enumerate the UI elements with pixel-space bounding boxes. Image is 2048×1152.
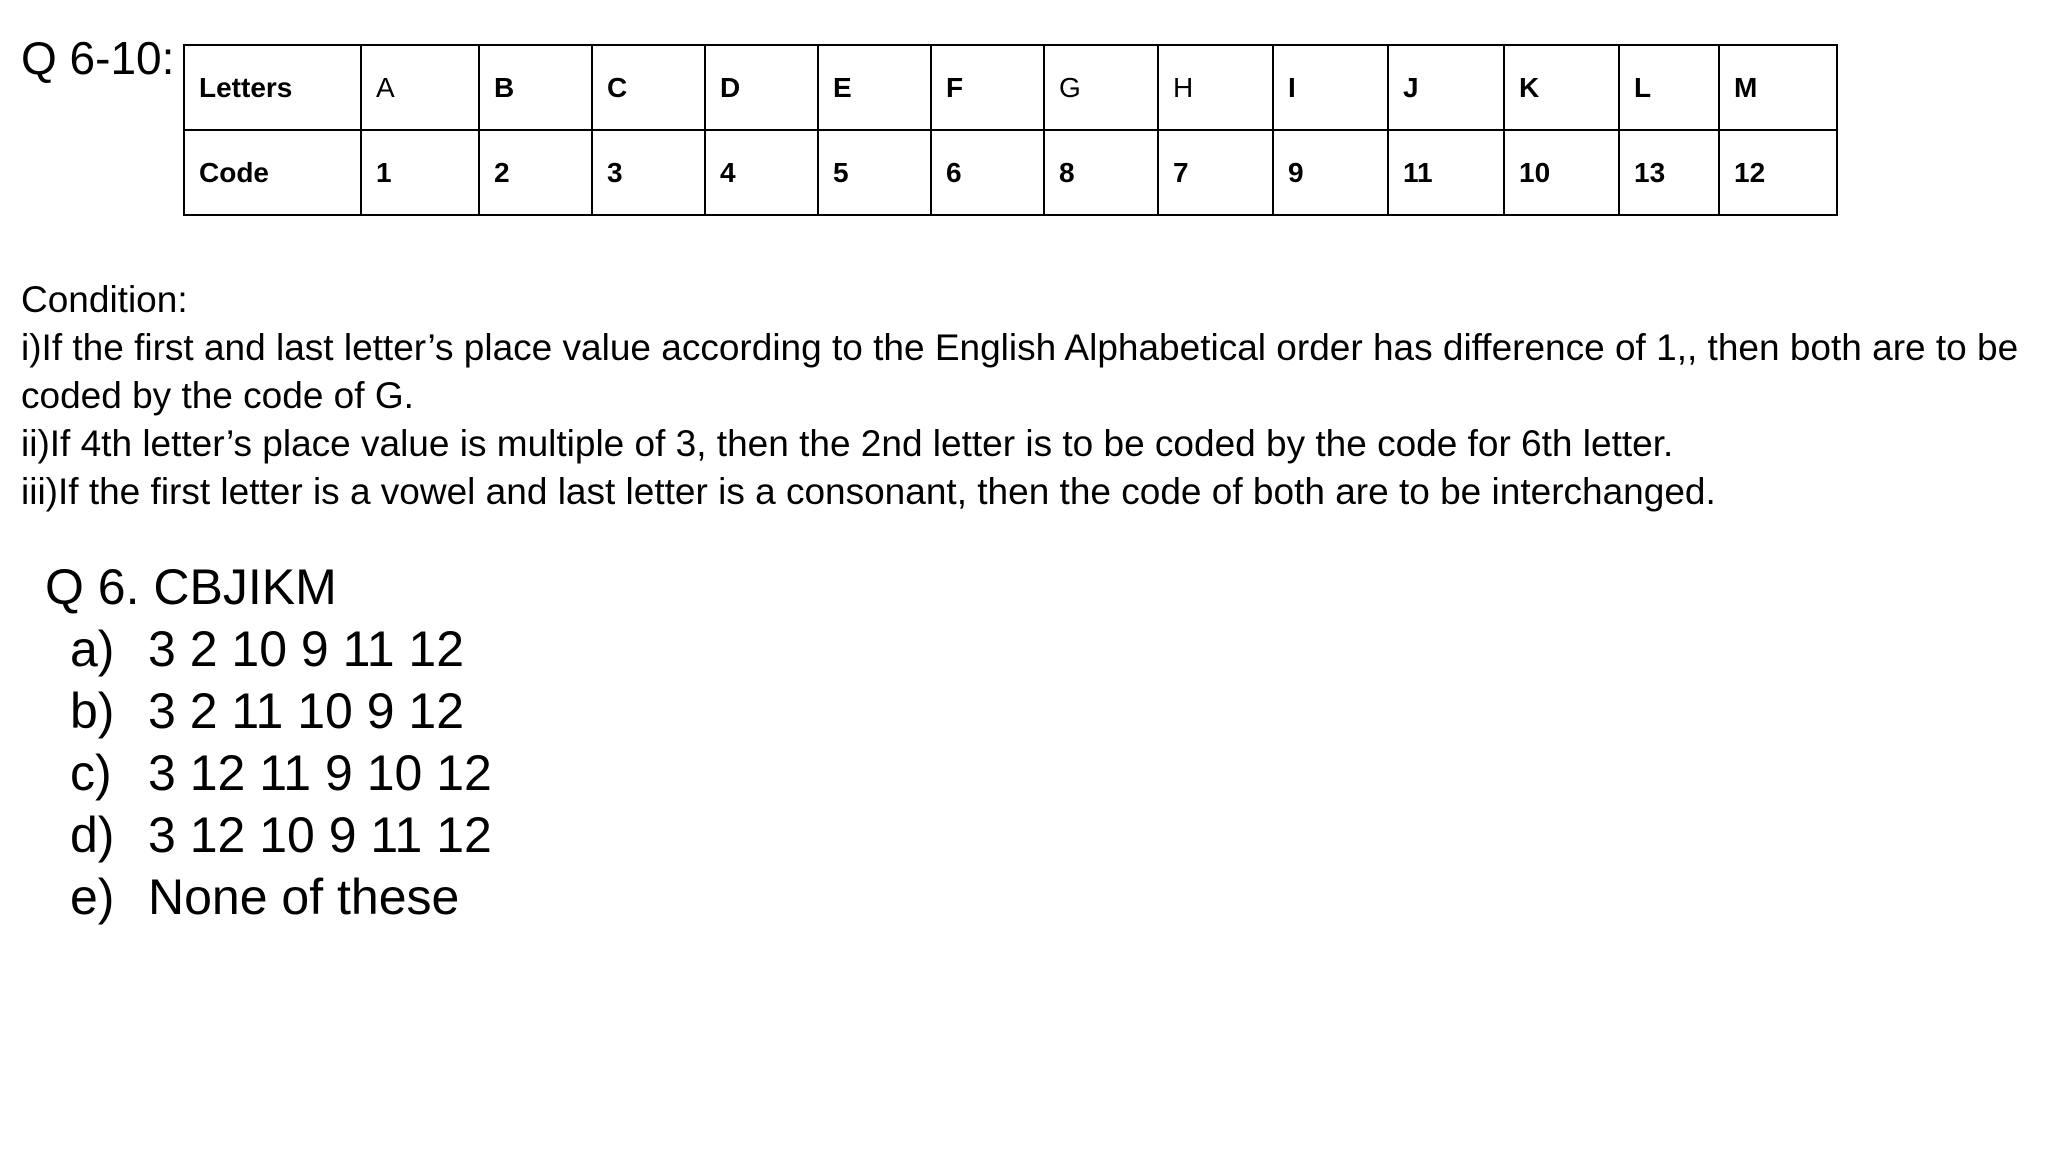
letter-cell: H <box>1158 45 1273 130</box>
code-cell: 2 <box>479 130 592 215</box>
code-cell: 8 <box>1044 130 1158 215</box>
answer-option[interactable] <box>70 866 492 928</box>
answer-options <box>70 618 492 928</box>
code-cell: 4 <box>705 130 818 215</box>
conditions-title: Condition: <box>21 279 188 320</box>
letter-code-table <box>183 44 1838 216</box>
codes-row <box>184 130 1837 215</box>
answer-option[interactable] <box>70 804 492 866</box>
letter-cell: C <box>592 45 705 130</box>
answer-option[interactable] <box>70 618 492 680</box>
option-text: None of these <box>148 869 460 925</box>
letter-cell: G <box>1044 45 1158 130</box>
letters-row <box>184 45 1837 130</box>
question-title: Q 6. CBJIKM <box>45 559 337 615</box>
question-range-heading: Q 6-10: <box>21 32 175 84</box>
code-cell: 7 <box>1158 130 1273 215</box>
option-letter: e) <box>70 869 115 925</box>
option-letter: b) <box>70 683 115 739</box>
letter-cell: B <box>479 45 592 130</box>
option-letter: d) <box>70 807 115 863</box>
option-text: 3 2 10 9 11 12 <box>148 621 465 677</box>
code-cell: 9 <box>1273 130 1388 215</box>
condition-item: ii)If 4th letter’s place value is multiple of 3, then the 2nd letter is to be coded by the code for 6th letter. <box>21 423 1674 464</box>
letter-cell: M <box>1719 45 1837 130</box>
letter-cell: A <box>361 45 479 130</box>
letter-cell: E <box>818 45 931 130</box>
conditions-block <box>21 276 2021 516</box>
letter-cell: F <box>931 45 1044 130</box>
code-cell: 5 <box>818 130 931 215</box>
option-text: 3 2 11 10 9 12 <box>148 683 465 739</box>
option-text: 3 12 11 9 10 12 <box>148 745 492 801</box>
code-cell: 1 <box>361 130 479 215</box>
letters-row-label: Letters <box>184 45 361 130</box>
answer-option[interactable] <box>70 742 492 804</box>
code-cell: 13 <box>1619 130 1719 215</box>
code-cell: 3 <box>592 130 705 215</box>
answer-option[interactable] <box>70 680 492 742</box>
letter-cell: D <box>705 45 818 130</box>
condition-item: iii)If the first letter is a vowel and last letter is a consonant, then the code of both are to be interchanged. <box>21 471 1716 512</box>
option-text: 3 12 10 9 11 12 <box>148 807 492 863</box>
code-cell: 10 <box>1504 130 1619 215</box>
condition-item: i)If the first and last letter’s place value according to the English Alphabetical order has difference of 1,, then both are to be coded by the code of G. <box>21 327 2019 416</box>
option-letter: c) <box>70 745 112 801</box>
code-cell: 6 <box>931 130 1044 215</box>
code-cell: 11 <box>1388 130 1504 215</box>
letter-cell: K <box>1504 45 1619 130</box>
letter-cell: J <box>1388 45 1504 130</box>
codes-row-label: Code <box>184 130 361 215</box>
letter-cell: I <box>1273 45 1388 130</box>
letter-cell: L <box>1619 45 1719 130</box>
code-cell: 12 <box>1719 130 1837 215</box>
option-letter: a) <box>70 621 115 677</box>
